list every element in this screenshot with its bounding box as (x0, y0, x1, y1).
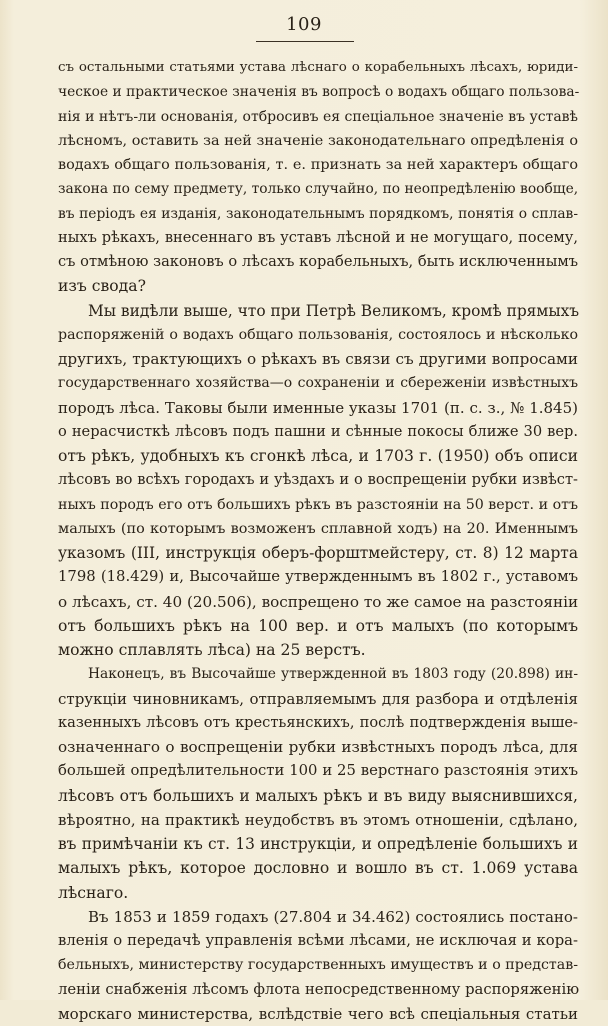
text-line: леніи снабженія лѣсомъ флота непосредственному распоряженію (58, 980, 580, 998)
text-line: Мы видѣли выше, что при Петрѣ Великомъ, кромѣ прямыхъ (88, 301, 580, 320)
text-line: съ отмѣною законовъ о лѣсахъ корабельныхъ, быть исключеннымъ (58, 253, 578, 270)
text-line: породъ лѣса. Таковы были именные указы 1701 (п. с. з., № 1.845) (58, 398, 578, 417)
text-line: 1798 (18.429) и, Высочайше утвержденнымъ въ 1802 г., уставомъ (58, 568, 578, 586)
text-line: малыхъ рѣкъ, которое дословно и вошло въ ст. 1.069 устава (58, 859, 578, 878)
text-line: Въ 1853 и 1859 годахъ (27.804 и 34.462) состоялись постано- (88, 907, 578, 926)
text-line: казенныхъ лѣсовъ отъ крестьянскихъ, послѣ подтвержденія выше- (58, 713, 578, 731)
text-line: Наконецъ, въ Высочайше утвержденной въ 1803 году (20.898) ин- (88, 666, 578, 683)
text-line: можно сплавлять лѣса) на 25 верстъ. (58, 641, 366, 659)
text-line: съ остальными статьями устава лѣснаго о корабельныхъ лѣсахъ, юриди- (58, 60, 578, 75)
text-line: вленія о передачѣ управленія всѣми лѣсами, не исключая и кора- (58, 932, 578, 949)
text-line: въ періодъ ея изданія, законодательнымъ порядкомъ, понятія о сплав- (58, 205, 578, 222)
text-line: водахъ общаго пользованія, т. е. признать за ней характеръ общаго (58, 157, 578, 173)
text-line: ныхъ породъ его отъ большихъ рѣкъ въ разстояніи на 50 верст. и отъ (58, 496, 578, 513)
text-line: бельныхъ, министерству государственныхъ имуществъ и о представ- (58, 957, 578, 974)
text-line: о лѣсахъ, ст. 40 (20.506), воспрещено то же самое на разстояніи (58, 592, 579, 611)
text-line: струкціи чиновникамъ, отправляемымъ для разбора и отдѣленія (58, 689, 578, 708)
text-line: лѣсовъ отъ большихъ и малыхъ рѣкъ и въ виду выяснившихся, (58, 786, 578, 805)
text-line: отъ большихъ рѣкъ на 100 вер. и отъ малыхъ (по которымъ (58, 616, 578, 635)
text-line: малыхъ (по которымъ возможенъ сплавной ходъ) на 20. Именнымъ (58, 520, 578, 537)
text-line: распоряженій о водахъ общаго пользованія, состоялось и нѣсколько (58, 326, 578, 343)
text-line: вѣроятно, на практикѣ неудобствъ въ этомъ отношеніи, сдѣлано, (58, 810, 578, 829)
page-number: 109 (286, 14, 322, 35)
text-line: означеннаго о воспрещеніи рубки извѣстныхъ породъ лѣса, для (58, 738, 578, 756)
text-line: указомъ (III, инструкція оберъ-форштмейстеру, ст. 8) 12 марта (58, 544, 578, 562)
text-line: ныхъ рѣкахъ, внесеннаго въ уставъ лѣсной и не могущаго, посему, (58, 228, 578, 246)
text-line: лѣснаго. (58, 883, 129, 902)
text-line: лѣсномъ, оставить за ней значеніе законодательнаго опредѣленія о (58, 132, 578, 149)
text-line: ческое и практическое значенія въ вопросѣ о водахъ общаго пользова- (58, 84, 580, 101)
text-line: большей опредѣлительности 100 и 25 верстнаго разстоянія этихъ (58, 762, 578, 780)
text-line: нія и нѣтъ-ли основанія, отбросивъ ея спеціальное значеніе въ уставѣ (58, 108, 578, 125)
body-text (58, 56, 578, 1026)
text-line: лѣсовъ во всѣхъ городахъ и уѣздахъ и о воспрещеніи рубки извѣст- (58, 471, 578, 489)
text-line: отъ рѣкъ, удобныхъ къ сгонкѣ лѣса, и 1703 г. (1950) объ описи (58, 447, 578, 465)
text-line: закона по сему предмету, только случайно, по неопредѣленію вообще, (58, 181, 579, 198)
text-line: въ примѣчаніи къ ст. 13 инструкціи, и опредѣленіе большихъ и (58, 835, 578, 853)
text-line: изъ свода? (58, 277, 146, 296)
header-rule (256, 41, 354, 42)
text-line: о нерасчисткѣ лѣсовъ подъ пашни и сѣнные покосы ближе 30 вер. (58, 422, 578, 440)
text-line: государственнаго хозяйства—о сохраненіи и сбереженіи извѣстныхъ (58, 375, 578, 392)
text-line: морскаго министерства, вслѣдствіе чего всѣ спеціальныя статьи (58, 1004, 578, 1023)
text-line: другихъ, трактующихъ о рѣкахъ въ связи съ другими вопросами (58, 350, 578, 368)
